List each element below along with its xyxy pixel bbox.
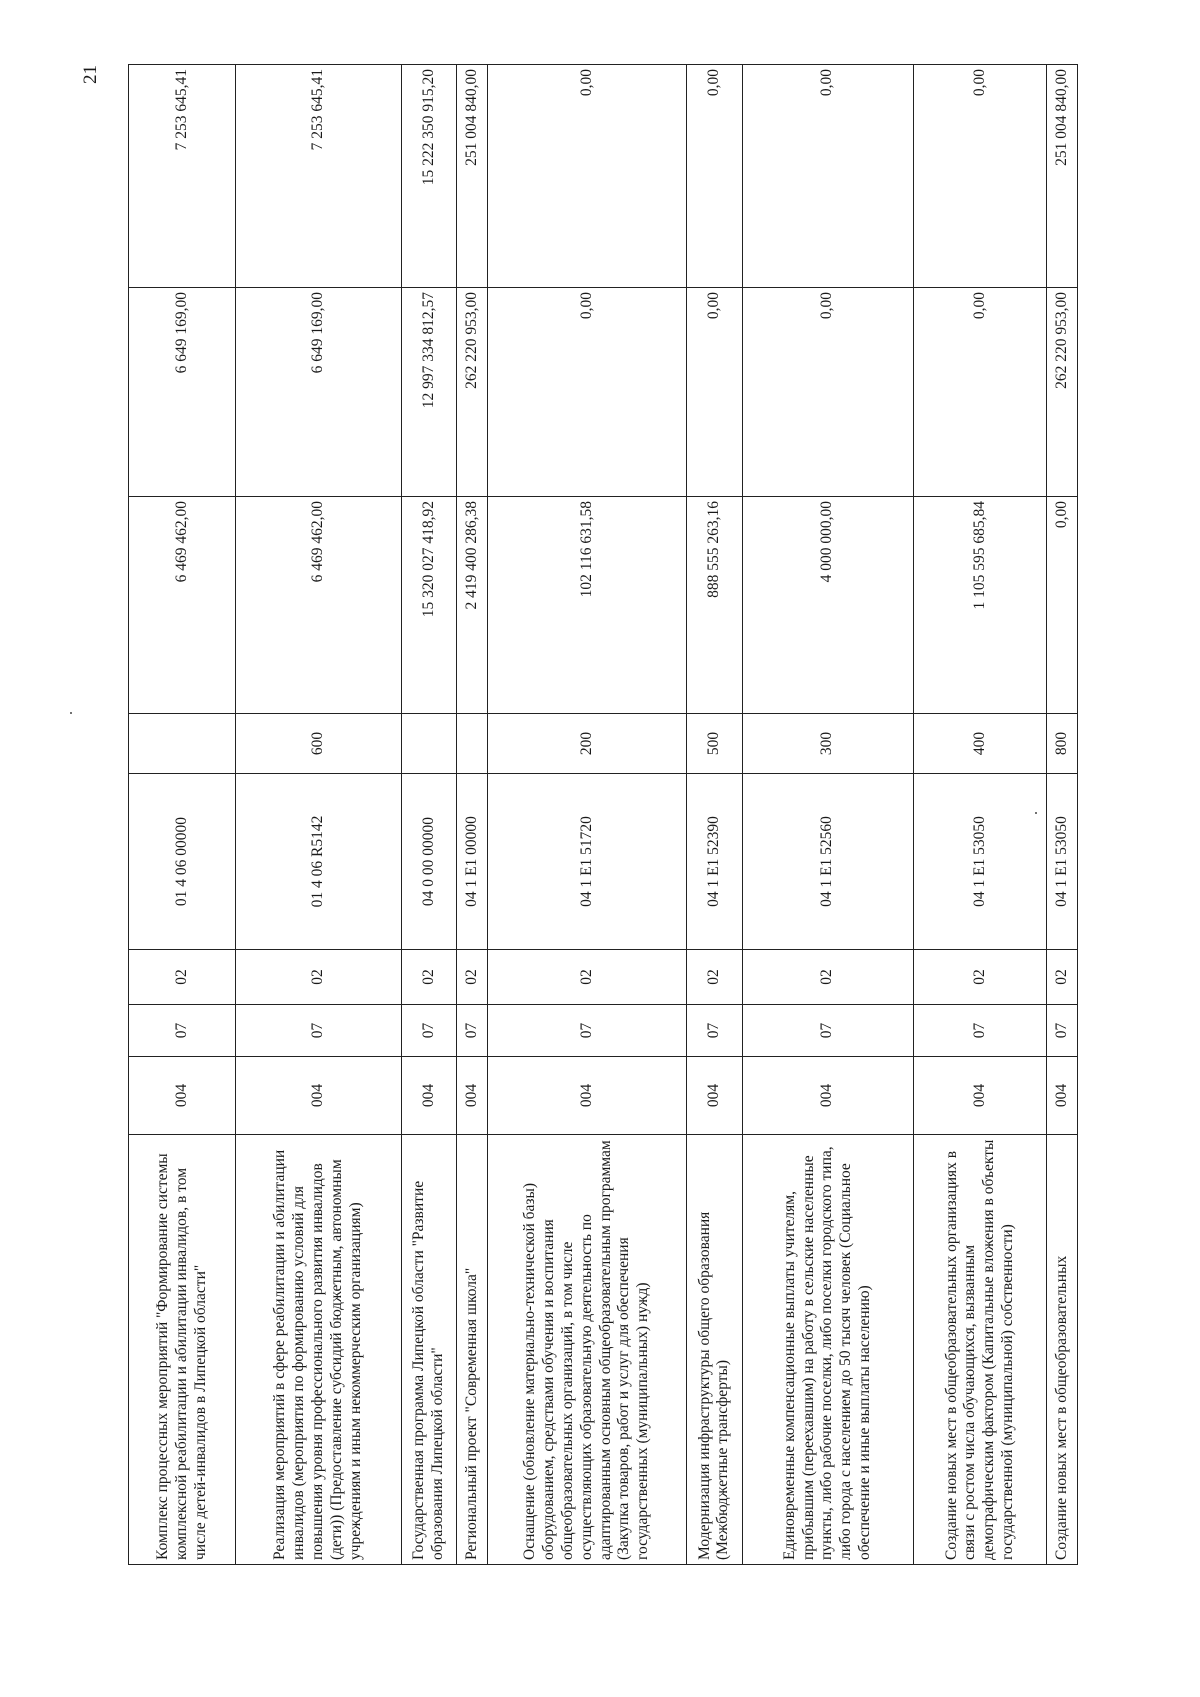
table-row <box>914 65 1047 1565</box>
table-row <box>402 65 457 1565</box>
ministry-code: 004 <box>914 1057 1047 1135</box>
row-name: Оснащение (обновление материально-технической базы) оборудованием, средствами обучения и воспитания общеобразовательных организаций, в том числе осуществляющих образовательную деятельность по адаптированным основным общеобразовательным программам (Закупка товаров, работ и услуг для обеспечения государственных (муниципальных) нужд) <box>487 1135 686 1565</box>
amount-year-2: 262 220 953,00 <box>457 288 488 497</box>
row-name: Реализация мероприятий в сфере реабилитации и абилитации инвалидов (мероприятия по формированию условий для повышения уровня профессионального развития инвалидов (дети)) (Предоставление субсидий бюджетным, автономным учреждениям и иным некоммерческим организациям) <box>236 1135 402 1565</box>
amount-year-1: 2 419 400 286,38 <box>457 497 488 714</box>
page-number: 21 <box>80 65 101 84</box>
amount-year-1: 888 555 263,16 <box>687 497 742 714</box>
section-code: 07 <box>402 1005 457 1057</box>
expense-type <box>402 714 457 774</box>
row-name: Комплекс процессных мероприятий "Формирование системы комплексной реабилитации и абилитации инвалидов, в том числе детей-инвалидов в Липецкой области" <box>129 1135 236 1565</box>
table-row <box>129 65 236 1565</box>
amount-year-2: 0,00 <box>487 288 686 497</box>
table-row <box>236 65 402 1565</box>
rotated-page-content <box>128 65 1078 1565</box>
amount-year-2: 0,00 <box>687 288 742 497</box>
section-code: 07 <box>687 1005 742 1057</box>
ministry-code: 004 <box>687 1057 742 1135</box>
section-code: 07 <box>1047 1005 1078 1057</box>
subsection-code: 02 <box>914 950 1047 1005</box>
amount-year-1: 15 320 027 418,92 <box>402 497 457 714</box>
expense-type: 300 <box>742 714 914 774</box>
target-article: 01 4 06 R5142 <box>236 774 402 950</box>
amount-year-2: 12 997 334 812,57 <box>402 288 457 497</box>
expense-type <box>129 714 236 774</box>
section-code: 07 <box>742 1005 914 1057</box>
ministry-code: 004 <box>402 1057 457 1135</box>
target-article: 04 1 E1 53050 <box>914 774 1047 950</box>
ministry-code: 004 <box>742 1057 914 1135</box>
amount-year-1: 102 116 631,58 <box>487 497 686 714</box>
table-row <box>687 65 742 1565</box>
target-article: 04 0 00 00000 <box>402 774 457 950</box>
amount-year-3: 7 253 645,41 <box>129 65 236 288</box>
amount-year-1: 6 469 462,00 <box>129 497 236 714</box>
subsection-code: 02 <box>487 950 686 1005</box>
amount-year-2: 0,00 <box>914 288 1047 497</box>
target-article: 04 1 E1 52390 <box>687 774 742 950</box>
subsection-code: 02 <box>129 950 236 1005</box>
table-row <box>742 65 914 1565</box>
amount-year-3: 0,00 <box>487 65 686 288</box>
amount-year-3: 0,00 <box>687 65 742 288</box>
budget-table <box>128 64 1078 1565</box>
row-name: Региональный проект "Современная школа" <box>457 1135 488 1565</box>
row-name: Создание новых мест в общеобразовательных <box>1047 1135 1078 1565</box>
amount-year-3: 7 253 645,41 <box>236 65 402 288</box>
amount-year-3: 0,00 <box>914 65 1047 288</box>
row-name: Единовременные компенсационные выплаты учителям, прибывшим (переехавшим) на работу в сельские населенные пункты, либо рабочие поселки, либо поселки городского типа, либо города с населением до 50 тысяч человек (Социальное обеспечение и иные выплаты населению) <box>742 1135 914 1565</box>
amount-year-1: 4 000 000,00 <box>742 497 914 714</box>
row-name: Государственная программа Липецкой области "Развитие образования Липецкой области" <box>402 1135 457 1565</box>
expense-type: 800 <box>1047 714 1078 774</box>
subsection-code: 02 <box>402 950 457 1005</box>
expense-type <box>457 714 488 774</box>
row-name: Создание новых мест в общеобразовательных организациях в связи с ростом числа обучающихся, вызванным демографическим фактором (Капитальные вложения в объекты государственной (муниципальной) собственности) <box>914 1135 1047 1565</box>
table-row <box>457 65 488 1565</box>
section-code: 07 <box>914 1005 1047 1057</box>
ministry-code: 004 <box>236 1057 402 1135</box>
target-article: 04 1 E1 51720 <box>487 774 686 950</box>
scan-speck <box>70 712 72 714</box>
ministry-code: 004 <box>487 1057 686 1135</box>
subsection-code: 02 <box>457 950 488 1005</box>
table-row <box>487 65 686 1565</box>
expense-type: 400 <box>914 714 1047 774</box>
amount-year-2: 262 220 953,00 <box>1047 288 1078 497</box>
subsection-code: 02 <box>742 950 914 1005</box>
amount-year-1: 0,00 <box>1047 497 1078 714</box>
amount-year-2: 6 649 169,00 <box>236 288 402 497</box>
amount-year-3: 0,00 <box>742 65 914 288</box>
expense-type: 200 <box>487 714 686 774</box>
subsection-code: 02 <box>687 950 742 1005</box>
amount-year-2: 0,00 <box>742 288 914 497</box>
ministry-code: 004 <box>457 1057 488 1135</box>
amount-year-3: 251 004 840,00 <box>457 65 488 288</box>
table-row <box>1047 65 1078 1565</box>
target-article: 04 1 E1 00000 <box>457 774 488 950</box>
expense-type: 600 <box>236 714 402 774</box>
row-name: Модернизация инфраструктуры общего образования (Межбюджетные трансферты) <box>687 1135 742 1565</box>
amount-year-1: 6 469 462,00 <box>236 497 402 714</box>
expense-type: 500 <box>687 714 742 774</box>
amount-year-3: 15 222 350 915,20 <box>402 65 457 288</box>
amount-year-3: 251 004 840,00 <box>1047 65 1078 288</box>
subsection-code: 02 <box>1047 950 1078 1005</box>
amount-year-1: 1 105 595 685,84 <box>914 497 1047 714</box>
target-article: 04 1 E1 52560 <box>742 774 914 950</box>
section-code: 07 <box>236 1005 402 1057</box>
target-article: 04 1 E1 53050 <box>1047 774 1078 950</box>
section-code: 07 <box>129 1005 236 1057</box>
ministry-code: 004 <box>1047 1057 1078 1135</box>
target-article: 01 4 06 00000 <box>129 774 236 950</box>
ministry-code: 004 <box>129 1057 236 1135</box>
subsection-code: 02 <box>236 950 402 1005</box>
section-code: 07 <box>457 1005 488 1057</box>
amount-year-2: 6 649 169,00 <box>129 288 236 497</box>
section-code: 07 <box>487 1005 686 1057</box>
